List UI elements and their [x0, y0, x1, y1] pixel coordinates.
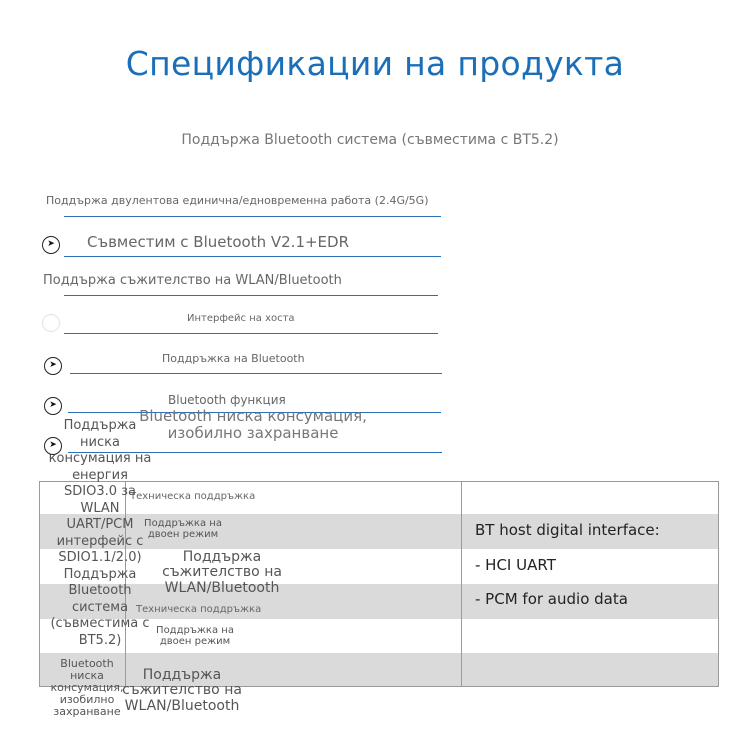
feature-dual-band: Поддържа двулентова единична/едновременна работа (2.4G/5G) — [46, 194, 429, 207]
chevron-right-icon: ➤ — [44, 397, 62, 415]
coexistence-label: Поддържа съжителство на WLAN/Bluetooth — [122, 667, 242, 714]
column-divider — [461, 482, 462, 686]
feature-bt-support: Поддръжка на Bluetooth — [162, 352, 305, 365]
tech-support-label: Техническа поддръжка — [130, 491, 256, 502]
feature-underline — [64, 295, 438, 296]
feature-underline — [64, 216, 441, 217]
table-cell: - PCM for audio data — [475, 590, 628, 608]
coexistence-label: Поддържа съжителство на WLAN/Bluetooth — [162, 549, 282, 596]
tech-support-label: Техническа поддръжка — [136, 604, 262, 615]
feature-bt-low-power: Bluetooth ниска консумация, изобилно захранване — [139, 407, 367, 442]
dual-mode-label: Поддръжка на двоен режим — [156, 625, 234, 647]
feature-underline — [64, 333, 438, 334]
feature-bt-compat: Съвместим с Bluetooth V2.1+EDR — [87, 233, 350, 251]
dual-mode-label: Поддръжка на двоен режим — [144, 518, 222, 540]
chevron-right-icon: ➤ — [42, 236, 60, 254]
chevron-right-icon — [42, 314, 60, 332]
feature-host-interface: Интерфейс на хоста — [187, 313, 295, 324]
page-subtitle: Поддържа Bluetooth система (съвместима с BT5.2) — [181, 132, 559, 148]
chevron-right-icon: ➤ — [44, 437, 62, 455]
chevron-right-icon: ➤ — [44, 357, 62, 375]
table-cell: BT host digital interface: — [475, 521, 660, 539]
table-cell: - HCI UART — [475, 556, 556, 574]
page-title: Спецификации на продукта — [125, 44, 625, 83]
table-left-column-bottom: Bluetooth ниска консумация, изобилно захранване — [50, 657, 124, 719]
feature-coexistence: Поддържа съжителство на WLAN/Bluetooth — [43, 273, 342, 288]
table-left-column-text: Поддържа ниска консумация на енергия SDIO3.0 за WLAN UART/PCM интерфейс с SDIO1.1/2.0) Поддържа Bluetooth система (съвместима с BT5.2) — [48, 418, 152, 648]
feature-underline — [64, 256, 441, 257]
feature-bt-function: Bluetooth функция — [168, 393, 286, 407]
feature-underline — [70, 373, 442, 374]
